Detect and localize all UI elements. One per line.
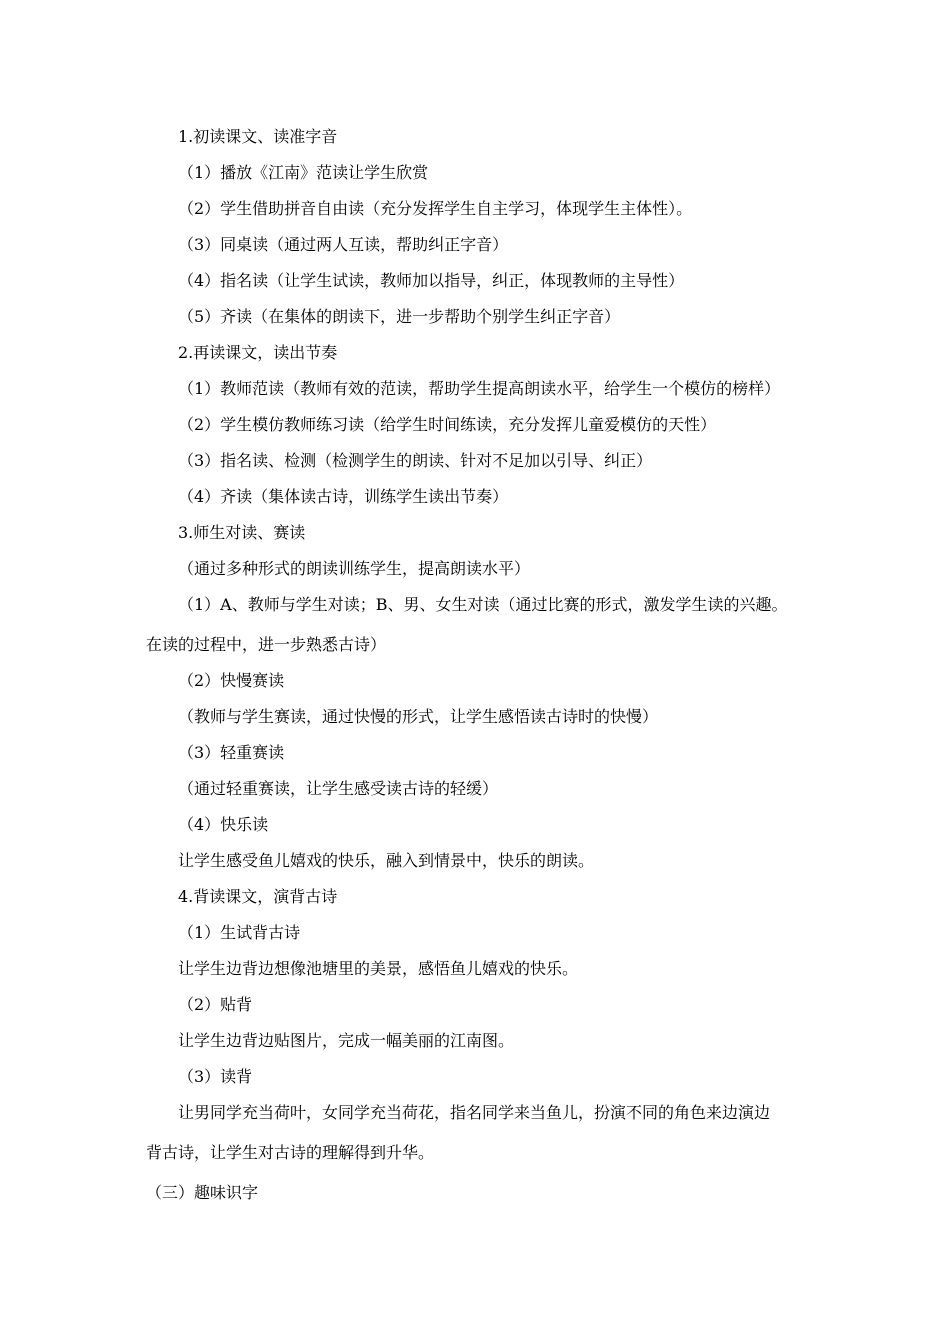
text-line: （4）快乐读 <box>178 815 269 834</box>
text-line: 让学生感受鱼儿嬉戏的快乐，融入到情景中，快乐的朗读。 <box>178 851 595 870</box>
text-line: （2）快慢赛读 <box>178 671 285 690</box>
text-line: （通过轻重赛读，让学生感受读古诗的轻缓） <box>178 779 499 798</box>
text-line: （3）指名读、检测（检测学生的朗读、针对不足加以引导、纠正） <box>178 451 653 470</box>
text-line: （教师与学生赛读，通过快慢的形式，让学生感悟读古诗时的快慢） <box>178 707 659 726</box>
heading-3: 3.师生对读、赛读 <box>178 523 306 542</box>
text-line: 在读的过程中，进一步熟悉古诗） <box>146 635 387 654</box>
text-line: （3）读背 <box>178 1067 253 1086</box>
text-line: （5）齐读（在集体的朗读下，进一步帮助个别学生纠正字音） <box>178 307 621 326</box>
text-line: （1）A、教师与学生对读；B、男、女生对读（通过比赛的形式，激发学生读的兴趣。 <box>178 595 788 614</box>
text-line: （1）播放《江南》范读让学生欣赏 <box>178 163 429 182</box>
text-line: （3）同桌读（通过两人互读，帮助纠正字音） <box>178 235 509 254</box>
text-line: （4）齐读（集体读古诗，训练学生读出节奏） <box>178 487 509 506</box>
text-line: （3）轻重赛读 <box>178 743 285 762</box>
section-heading: （三）趣味识字 <box>146 1183 259 1202</box>
text-line: 背古诗，让学生对古诗的理解得到升华。 <box>146 1143 435 1162</box>
text-line: （1）教师范读（教师有效的范读，帮助学生提高朗读水平，给学生一个模仿的榜样） <box>178 379 781 398</box>
text-line: （4）指名读（让学生试读，教师加以指导，纠正，体现教师的主导性） <box>178 271 685 290</box>
text-line: （2）贴背 <box>178 995 253 1014</box>
text-line: （2）学生模仿教师练习读（给学生时间练读，充分发挥儿童爱模仿的天性） <box>178 415 717 434</box>
text-line: 让学生边背边想像池塘里的美景，感悟鱼儿嬉戏的快乐。 <box>178 959 579 978</box>
text-line: 让男同学充当荷叶，女同学充当荷花，指名同学来当鱼儿，扮演不同的角色来边演边 <box>178 1103 771 1122</box>
heading-1: 1.初读课文、读准字音 <box>178 127 338 146</box>
text-line: （1）生试背古诗 <box>178 923 301 942</box>
heading-4: 4.背读课文，演背古诗 <box>178 887 338 906</box>
text-line: （2）学生借助拼音自由读（充分发挥学生自主学习，体现学生主体性）。 <box>178 199 693 218</box>
heading-2: 2.再读课文，读出节奏 <box>178 343 338 362</box>
text-line: 让学生边背边贴图片，完成一幅美丽的江南图。 <box>178 1031 515 1050</box>
text-line: （通过多种形式的朗读训练学生，提高朗读水平） <box>178 559 531 578</box>
